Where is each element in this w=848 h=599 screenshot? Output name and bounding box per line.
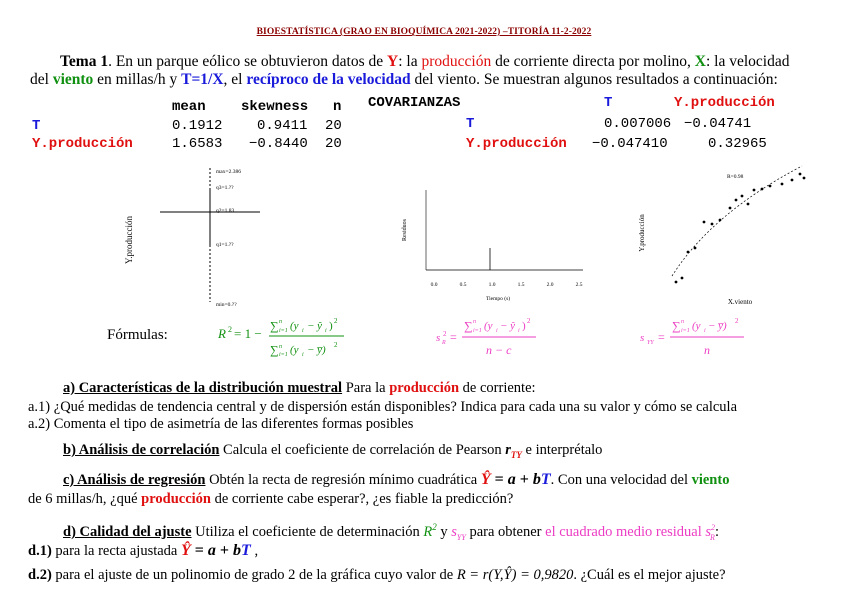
residual-xtick: 1.5	[517, 282, 525, 288]
svg-text:(y: (y	[290, 320, 299, 332]
formulas-label: Fórmulas:	[107, 327, 168, 343]
section-d: d) Calidad del ajuste Utiliza el coeficiente de determinación $R^2$ y $s_{YY}$ para obtener el cuadrado medio residual $s^2_R$:	[63, 522, 719, 542]
svg-text:n: n	[681, 319, 684, 325]
section-text: Calcula el coeficiente de correlación de Pearson	[219, 442, 506, 458]
svg-text:i: i	[496, 328, 498, 334]
boxplot-figure	[120, 160, 280, 312]
var-x: X	[694, 53, 706, 70]
stats-cell: −0.8440	[249, 136, 308, 152]
svg-text:i: i	[704, 328, 706, 334]
scatter-point	[761, 188, 764, 191]
scatter-point	[769, 185, 772, 188]
cov-cell: 0.007006	[604, 116, 672, 132]
stats-cell: 20	[325, 118, 342, 134]
var-produccion: producción	[421, 53, 492, 70]
var-reciproco: recíproco de la velocidad	[246, 71, 411, 88]
section-c: c) Análisis de regresión Obtén la recta de regresión mínimo cuadrática Ŷ = a + bT. Con una velocidad del viento	[63, 471, 730, 488]
stats-row-name: Y.producción	[32, 136, 133, 152]
stats-cell: 1.6583	[172, 136, 223, 152]
svg-text:R: R	[442, 340, 446, 346]
section-a-title: a) Características de la distribución muestral	[63, 380, 343, 396]
cov-title: COVARIANZAS	[368, 95, 461, 111]
scatter-point	[791, 179, 794, 182]
boxplot-label: q2=1.83	[216, 208, 235, 214]
section-b-title: b) Análisis de correlación	[63, 442, 220, 458]
intro-text: del viento. Se muestran algunos resultados a continuación:	[410, 71, 778, 88]
svg-text:n: n	[279, 344, 282, 350]
section-c-title: c) Análisis de regresión	[63, 472, 206, 488]
scatter-plot	[632, 158, 812, 308]
residual-xtick: 2.5	[575, 282, 583, 288]
section-text: y	[436, 523, 452, 540]
svg-text:s: s	[640, 332, 645, 344]
svg-text:= 1 −: = 1 −	[234, 326, 262, 341]
scatter-point	[681, 277, 684, 280]
scatter-point	[781, 183, 784, 186]
scatter-point	[694, 247, 697, 250]
intro-text: : la velocidad	[706, 53, 790, 70]
stats-header-skewness: skewness	[241, 99, 309, 115]
var-y: Y	[387, 53, 399, 70]
scatter-point	[747, 203, 750, 206]
svg-text:=: =	[450, 330, 457, 344]
cov-cell: 0.32965	[708, 136, 767, 152]
scatter-fit-curve	[672, 166, 802, 276]
formula-r2	[212, 310, 362, 362]
var-produccion: producción	[141, 491, 211, 507]
svg-text:2: 2	[527, 317, 531, 325]
svg-text:): )	[329, 320, 333, 332]
svg-text:s: s	[436, 332, 441, 344]
svg-text:∑: ∑	[464, 319, 473, 333]
cov-row-name: Y.producción	[466, 136, 567, 152]
svg-text:i: i	[518, 328, 520, 334]
scatter-point	[799, 173, 802, 176]
residual-ylabel: Residuos	[402, 218, 408, 242]
scatter-ylabel: Y.producción	[638, 214, 646, 252]
section-text: e interprétalo	[521, 442, 603, 458]
intro-paragraph	[30, 53, 830, 89]
intro-text: . En un parque eólico se obtuvieron datos de	[108, 53, 388, 70]
stats-cell: 20	[325, 136, 342, 152]
cuadrado-medio-residual: el cuadrado medio residual	[545, 523, 702, 540]
section-text: de corriente cabe esperar?, ¿es fiable la predicción?	[211, 491, 514, 507]
svg-text:i=1: i=1	[279, 328, 288, 334]
d2-label: d.2)	[28, 567, 52, 583]
svg-text:∑: ∑	[270, 343, 279, 357]
intro-text: : la	[398, 53, 422, 70]
var-produccion: producción	[389, 380, 460, 396]
svg-text:n: n	[279, 319, 282, 325]
section-text: Para la	[342, 380, 390, 396]
scatter-point	[729, 207, 732, 210]
svg-text:i=1: i=1	[279, 352, 288, 358]
scatter-point	[735, 199, 738, 202]
scatter-point	[753, 189, 756, 192]
svg-text:(y: (y	[290, 344, 299, 356]
svg-text:i: i	[302, 328, 304, 334]
scatter-point	[803, 177, 806, 180]
svg-text:=: =	[658, 330, 665, 344]
formula-sr2	[432, 310, 552, 362]
stats-row-name: T	[32, 118, 41, 134]
var-viento: viento	[52, 71, 94, 88]
formula-syy	[638, 310, 768, 362]
scatter-point	[675, 281, 678, 284]
residual-xtick: 0.0	[430, 282, 438, 288]
intro-text: del	[30, 71, 53, 88]
svg-text:i: i	[325, 328, 327, 334]
cov-row-name: T	[466, 116, 475, 132]
scatter-point	[687, 251, 690, 254]
svg-text:i=1: i=1	[681, 328, 690, 334]
section-b: b) Análisis de correlación Calcula el coeficiente de correlación de Pearson $r_{TY}$ e interprétalo	[63, 442, 603, 460]
scatter-xlabel: X.viento	[727, 298, 753, 306]
section-text: . ¿Cuál es el mejor ajuste?	[573, 567, 726, 583]
svg-text:2: 2	[228, 325, 232, 334]
svg-text:∑: ∑	[672, 319, 681, 333]
boxplot-label: min=0.??	[216, 302, 237, 308]
section-text: Utiliza el coeficiente de determinación	[191, 523, 424, 540]
intro-text: de corriente directa por molino,	[491, 53, 695, 70]
svg-text:(y: (y	[692, 320, 701, 332]
boxplot-label: q1=1.??	[216, 242, 234, 248]
svg-text:2: 2	[334, 341, 338, 349]
residual-xtick: 0.5	[459, 282, 467, 288]
svg-text:): )	[522, 320, 526, 332]
section-text: :	[714, 523, 719, 540]
scatter-point	[711, 223, 714, 226]
intro-text: , el	[223, 71, 247, 88]
cov-header-t: T	[604, 95, 613, 111]
scatter-point	[703, 221, 706, 224]
cov-cell: −0.047410	[592, 136, 668, 152]
cov-cell: −0.04741	[684, 116, 752, 132]
section-text: para el ajuste de un polinomio de grado 2 de la gráfica cuyo valor de	[51, 567, 457, 583]
svg-text:i=1: i=1	[473, 328, 482, 334]
svg-text:n: n	[473, 319, 476, 325]
boxplot-label: max=2.386	[216, 169, 241, 175]
svg-text:− y̅): − y̅)	[708, 320, 727, 332]
section-a-heading	[63, 380, 536, 396]
boxplot-label: q3=1.??	[216, 185, 234, 191]
svg-text:n − c: n − c	[486, 343, 512, 357]
d1-label: d.1)	[28, 543, 52, 559]
residual-xtick: 2.0	[546, 282, 554, 288]
cov-header-y: Y.producción	[674, 95, 775, 111]
document-header: BIOESTATÍSTICA (GRAO EN BIOQUÍMICA 2021-2022) –TITORÍA 11-2-2022	[256, 27, 592, 37]
question-a1: a.1) ¿Qué medidas de tendencia central y de dispersión están disponibles? Indica para cada una su valor y cómo se calcula	[28, 399, 738, 415]
section-text: para obtener	[465, 523, 546, 540]
svg-text:n: n	[704, 343, 710, 357]
section-d-title: d) Calidad del ajuste	[63, 523, 192, 540]
stats-header-mean: mean	[172, 99, 206, 115]
question-a2: a.2) Comenta el tipo de asimetría de las diferentes formas posibles	[28, 416, 414, 432]
stats-table	[32, 99, 362, 155]
section-text: . Con una velocidad del	[550, 472, 692, 488]
stats-cell: 0.1912	[172, 118, 223, 134]
svg-text:i: i	[302, 352, 304, 358]
residual-plot	[398, 160, 588, 305]
svg-text:YY: YY	[647, 340, 654, 346]
section-text: ,	[250, 543, 259, 559]
residual-xtick: 1.0	[488, 282, 496, 288]
scatter-point	[719, 219, 722, 222]
svg-text:2: 2	[443, 330, 447, 338]
svg-text:− ŷ: − ŷ	[307, 320, 323, 332]
section-text: para la recta ajustada	[51, 543, 181, 559]
svg-text:2: 2	[735, 317, 739, 325]
section-text: de 6 millas/h, ¿qué	[28, 491, 142, 507]
covariance-table	[368, 95, 808, 155]
section-c-line2	[28, 491, 513, 507]
var-viento: viento	[691, 472, 730, 488]
stats-header-n: n	[333, 99, 342, 115]
stats-cell: 0.9411	[257, 118, 308, 134]
svg-text:(y: (y	[484, 320, 493, 332]
var-t-def: T=1/X	[181, 71, 224, 88]
scatter-point	[741, 195, 744, 198]
d2-formula: R = r(Y,Ŷ) = 0,9820	[456, 567, 574, 583]
scatter-annotation: R=0.98	[727, 174, 744, 180]
svg-text:∑: ∑	[270, 319, 279, 333]
residual-xlabel: Tiempo (s)	[485, 296, 511, 302]
section-text: de corriente:	[459, 380, 536, 396]
section-text: Obtén la recta de regresión mínimo cuadrática	[205, 472, 481, 488]
boxplot-ylabel: Y.producción	[124, 215, 134, 265]
question-d2	[28, 567, 726, 583]
intro-text: en millas/h y	[93, 71, 182, 88]
tema-label: Tema 1	[60, 53, 109, 70]
svg-text:R: R	[218, 326, 226, 341]
svg-text:− ŷ: − ŷ	[500, 320, 516, 332]
svg-text:− y̅): − y̅)	[307, 344, 326, 356]
svg-text:2: 2	[334, 317, 338, 325]
question-d1: d.1) para la recta ajustada Ŷ = a + bT ,	[28, 542, 259, 559]
